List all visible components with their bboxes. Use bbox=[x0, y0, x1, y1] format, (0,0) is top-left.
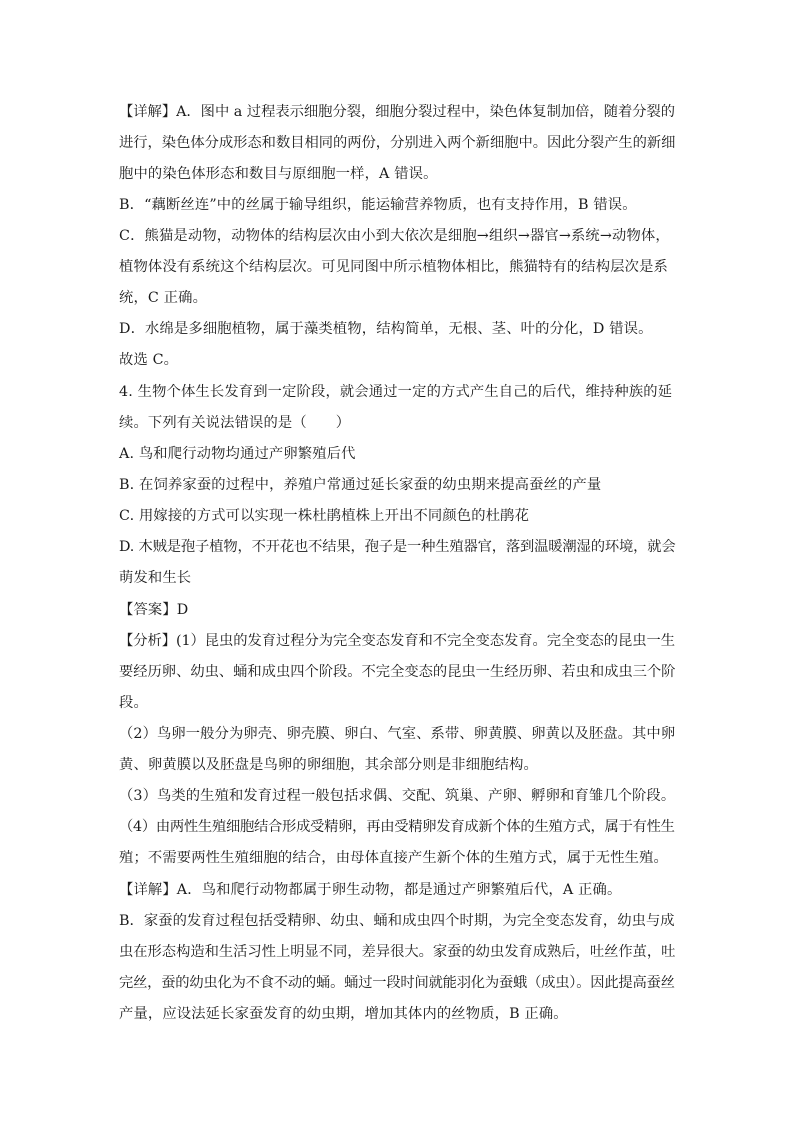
text-line: 【详解】A．图中 a 过程表示细胞分裂，细胞分裂过程中，染色体复制加倍，随着分裂的 bbox=[119, 104, 676, 120]
text-line: 统，C 正确。 bbox=[119, 290, 208, 306]
option-a: A. 鸟和爬行动物均通过产卵繁殖后代 bbox=[119, 446, 356, 462]
detail-line: 虫在形态构造和生活习性上明显不同，差异很大。家蚕的幼虫发育成熟后，吐丝作茧，吐 bbox=[119, 944, 676, 960]
detail-line: 产量，应设法延长家蚕发育的幼虫期，增加其体内的丝物质，B 正确。 bbox=[119, 1006, 568, 1022]
analysis-line: （3）鸟类的生殖和发育过程一般包括求偶、交配、筑巢、产卵、孵卵和育雏几个阶段。 bbox=[119, 788, 676, 804]
option-b: B. 在饲养家蚕的过程中，养殖户常通过延长家蚕的幼虫期来提高蚕丝的产量 bbox=[119, 477, 602, 493]
option-c: C. 用嫁接的方式可以实现一株杜鹃植株上开出不同颜色的杜鹃花 bbox=[119, 508, 530, 524]
text-line: 进行，染色体分成形态和数目相同的两份，分别进入两个新细胞中。因此分裂产生的新细 bbox=[119, 135, 676, 151]
option-d: D. 木贼是孢子植物，不开花也不结果，孢子是一种生殖器官，落到温暖潮湿的环境，就会 bbox=[119, 539, 676, 555]
detail-line: B．家蚕的发育过程包括受精卵、幼虫、蛹和成虫四个时期，为完全变态发育，幼虫与成 bbox=[119, 913, 675, 929]
detail-line: 【详解】A．鸟和爬行动物都属于卵生动物，都是通过产卵繁殖后代，A 正确。 bbox=[119, 882, 622, 898]
analysis-line: 要经历卵、幼虫、蛹和成虫四个阶段。不完全变态的昆虫一生经历卵、若虫和成虫三个阶 bbox=[119, 664, 676, 680]
text-line: D．水绵是多细胞植物，属于藻类植物，结构简单，无根、茎、叶的分化，D 错误。 bbox=[119, 321, 653, 337]
text-line: 植物体没有系统这个结构层次。可见同图中所示植物体相比，熊猫特有的结构层次是系 bbox=[119, 259, 668, 275]
text-line: 故选 C。 bbox=[119, 352, 179, 368]
analysis-line: 黄、卵黄膜以及胚盘是鸟卵的卵细胞，其余部分则是非细胞结构。 bbox=[119, 757, 538, 773]
analysis-line: 殖；不需要两性生殖细胞的结合，由母体直接产生新个体的生殖方式，属于无性生殖。 bbox=[119, 850, 668, 866]
answer-line: 【答案】D bbox=[119, 602, 189, 618]
text-line: B．“藕断丝连”中的丝属于输导组织，能运输营养物质，也有支持作用，B 错误。 bbox=[119, 197, 637, 213]
question-line: 续。下列有关说法错误的是（ ） bbox=[119, 415, 351, 431]
text-line: C．熊猫是动物，动物体的结构层次由小到大依次是细胞→组织→器官→系统→动物体， bbox=[119, 228, 670, 244]
analysis-line: （2）鸟卵一般分为卵壳、卵壳膜、卵白、气室、系带、卵黄膜、卵黄以及胚盘。其中卵 bbox=[119, 726, 676, 742]
analysis-line: （4）由两性生殖细胞结合形成受精卵，再由受精卵发育成新个体的生殖方式，属于有性生 bbox=[119, 819, 675, 835]
option-d-continued: 萌发和生长 bbox=[119, 570, 192, 586]
question-line: 4. 生物个体生长发育到一定阶段，就会通过一定的方式产生自己的后代，维持种族的延 bbox=[119, 384, 673, 400]
text-line: 胞中的染色体形态和数目与原细胞一样，A 错误。 bbox=[119, 166, 438, 182]
analysis-line: 段。 bbox=[119, 695, 148, 711]
analysis-line: 【分析】(1）昆虫的发育过程分为完全变态发育和不完全变态发育。完全变态的昆虫一生 bbox=[119, 633, 675, 649]
detail-line: 完丝，蚕的幼虫化为不食不动的蛹。蛹过一段时间就能羽化为蚕蛾（成虫）。因此提高蚕丝 bbox=[119, 975, 675, 991]
